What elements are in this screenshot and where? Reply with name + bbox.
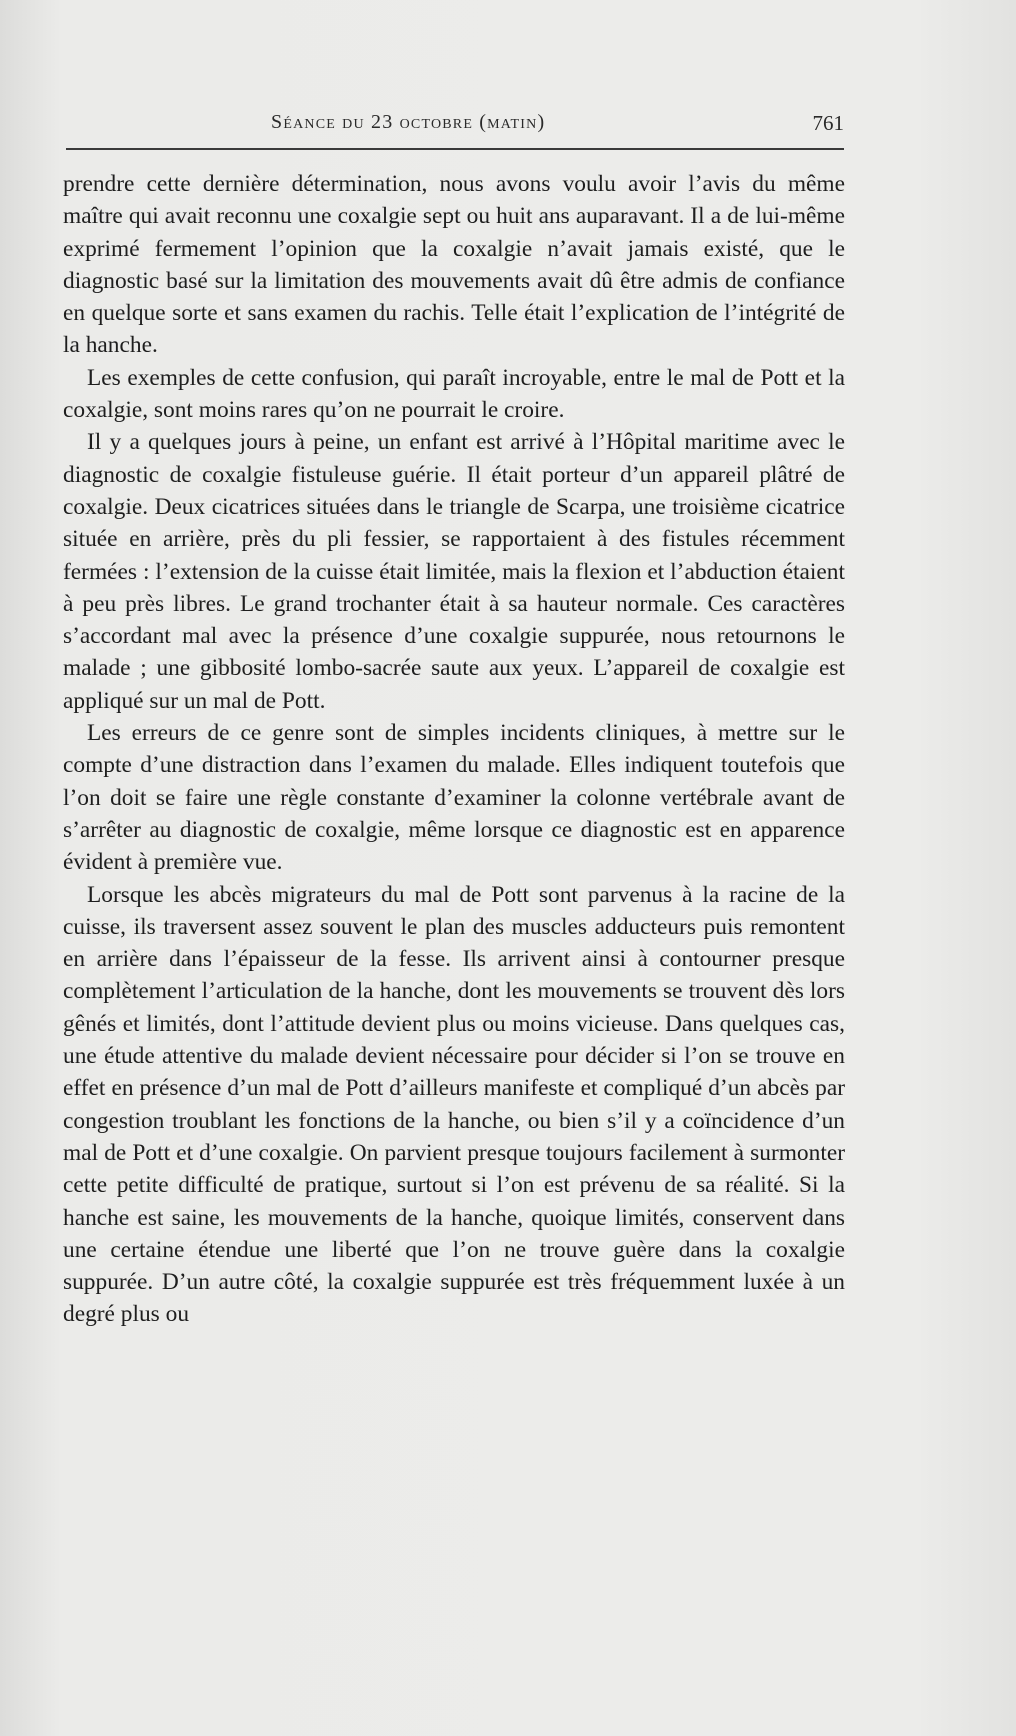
paragraph-2: Les exemples de cette confusion, qui paraît incroyable, entre le mal de Pott et la coxalgie, sont moins rares qu’on ne pourrait le croire. (63, 364, 845, 424)
page-number: 761 (812, 111, 844, 135)
paragraph-4: Les erreurs de ce genre sont de simples incidents cliniques, à mettre sur le compte d’une distraction dans l’examen du malade. Elles indiquent toutefois que l’on doit se faire une règle constante d’examiner la colonne vertébrale avant de s’arrêter au diagnostic de coxalgie, même lorsque ce diagnostic est en apparence évident à première vue. (63, 720, 845, 876)
header-rule (66, 148, 844, 150)
page-header (66, 108, 844, 142)
body-text (63, 168, 845, 1331)
running-title: Séance du 23 octobre (matin) (271, 111, 546, 133)
paragraph-1: prendre cette dernière détermination, nous avons voulu avoir l’avis du même maître qui avait reconnu une coxalgie sept ou huit ans auparavant. Il a de lui-même exprimé fermement l’opinion que la coxalgie n’avait jamais existé, que le diagnostic basé sur la limitation des mouvements avait dû être admis de confiance en quelque sorte et sans examen du rachis. Telle était l’explication de l’intégrité de la hanche. (63, 171, 845, 359)
paragraph-3: Il y a quelques jours à peine, un enfant est arrivé à l’Hôpital maritime avec le diagnostic de coxalgie fistuleuse guérie. Il était porteur d’un appareil plâtré de coxalgie. Deux cicatrices situées dans le triangle de Scarpa, une troisième cicatrice située en arrière, près du pli fessier, se rapportaient à des fistules récemment fermées : l’extension de la cuisse était limitée, mais la flexion et l’abduction étaient à peu près libres. Le grand trochanter était à sa hauteur normale. Ces caractères s’accordant mal avec la présence d’une coxalgie suppurée, nous retournons le malade ; une gibbosité lombo-sacrée saute aux yeux. L’appareil de coxalgie est appliqué sur un mal de Pott. (63, 429, 845, 714)
paragraph-5: Lorsque les abcès migrateurs du mal de Pott sont parvenus à la racine de la cuisse, ils traversent assez souvent le plan des muscles adducteurs puis remontent en arrière dans l’épaisseur de la fesse. Ils arrivent ainsi à contourner presque complètement l’articulation de la hanche, dont les mouvements se trouvent dès lors gênés et limités, dont l’attitude devient plus ou moins vicieuse. Dans quelques cas, une étude attentive du malade devient nécessaire pour décider si l’on se trouve en effet en présence d’un mal de Pott d’ailleurs manifeste et compliqué d’un abcès par congestion troublant les fonctions de la hanche, ou bien s’il y a coïncidence d’un mal de Pott et d’une coxalgie. On parvient presque toujours facilement à surmonter cette petite difficulté de pratique, surtout si l’on est prévenu de sa réalité. Si la hanche est saine, les mouvements de la hanche, quoique limités, conservent dans une certaine étendue une liberté que l’on ne trouve guère dans la coxalgie suppurée. D’un autre côté, la coxalgie suppurée est très fréquemment luxée à un degré plus ou (63, 881, 845, 1328)
